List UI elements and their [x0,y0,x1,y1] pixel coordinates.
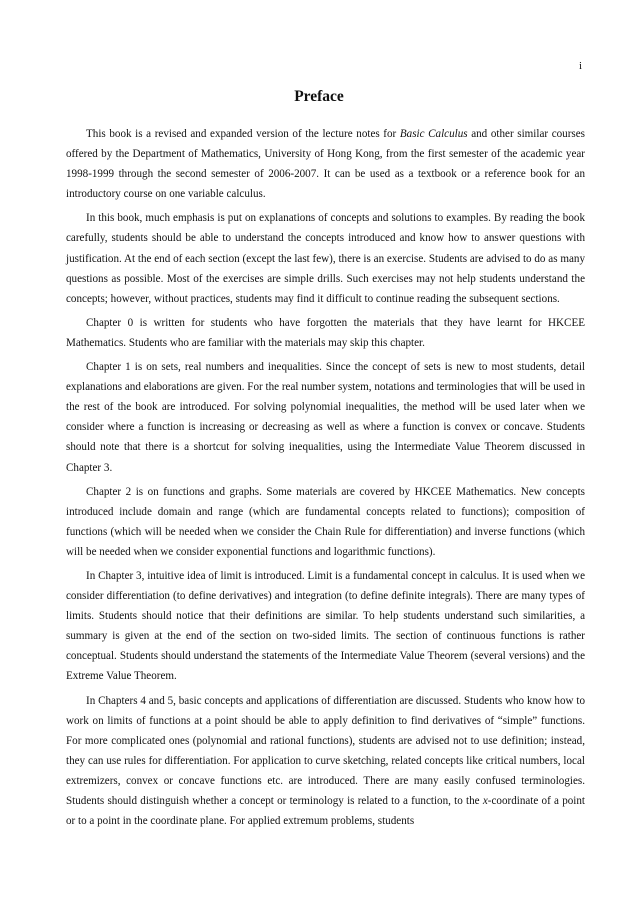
page-title: Preface [294,88,344,105]
paragraph: Chapter 0 is written for students who have forgotten the materials that they have learnt for HKCEE Mathematics. Students who are familiar with the materials may skip this chapter. [66,316,585,349]
paragraph: In Chapter 3, intuitive idea of limit is introduced. Limit is a fundamental concept in calculus. It is used when we consider differentiation (to define derivatives) and integration (to define definite integrals). There are many types of limits. Students should notice that their definitions are similar. To help students understand such similarities, a summary is given at the end of the section on two-sided limits. The section of continuous functions is rather conceptual. Students should understand the statements of the Intermediate Value Theorem (several versions) and the Extreme Value Theorem. [66,569,585,683]
paragraph: Chapter 2 is on functions and graphs. Some materials are covered by HKCEE Mathematics. New concepts introduced include domain and range (which are fundamental concepts related to functions); composition of functions (which will be needed when we consider the Chain Rule for differentiation) and inverse functions (which will be needed when we consider exponential functions and logarithmic functions). [66,485,585,558]
paragraph: This book is a revised and expanded version of the lecture notes for Basic Calculus and other similar courses offered by the Department of Mathematics, University of Hong Kong, from the first semester of the academic year 1998-1999 through the second semester of 2006-2007. It can be used as a textbook or a reference book for an introductory course on one variable calculus. [66,128,585,201]
course-title: Basic Calculus [399,128,468,140]
preface-body [66,124,585,835]
paragraph: Chapter 1 is on sets, real numbers and inequalities. Since the concept of sets is new to most students, detail explanations and elaborations are given. For the real number system, notations and terminologies that will be used in the rest of the book are introduced. For solving polynomial inequalities, the method will be used later when we consider where a function is increasing or decreasing as well as where a function is convex or concave. Students should note that there is a shortcut for solving inequalities, using the Intermediate Value Theorem discussed in Chapter 3. [66,361,585,474]
paragraph: In this book, much emphasis is put on explanations of concepts and solutions to examples. By reading the book carefully, students should be able to understand the concepts introduced and know how to answer questions with justification. At the end of each section (except the last few), there is an exercise. Students are advised to do as many questions as possible. Most of the exercises are simple drills. Such exercises may not help students understand the concepts; however, without practices, students may find it difficult to continue reading the subsequent sections. [66,212,585,305]
math-variable: x [482,795,488,807]
page-number: i [578,60,582,72]
paragraph: In Chapters 4 and 5, basic concepts and applications of differentiation are discussed. Students who know how to work on limits of functions at a point should be able to apply definition to find derivatives of “simple” functions. For more complicated ones (polynomial and rational functions), students are advised not to use definition; instead, they can use rules for differentiation. For application to curve sketching, related concepts like critical numbers, local extremizers, convex or concave functions etc. are introduced. There are many easily confused terminologies. Students should distinguish whether a concept or terminology is related to a function, to the x-coordinate of a point or to a point in the coordinate plane. For applied extremum problems, students [66,694,585,828]
